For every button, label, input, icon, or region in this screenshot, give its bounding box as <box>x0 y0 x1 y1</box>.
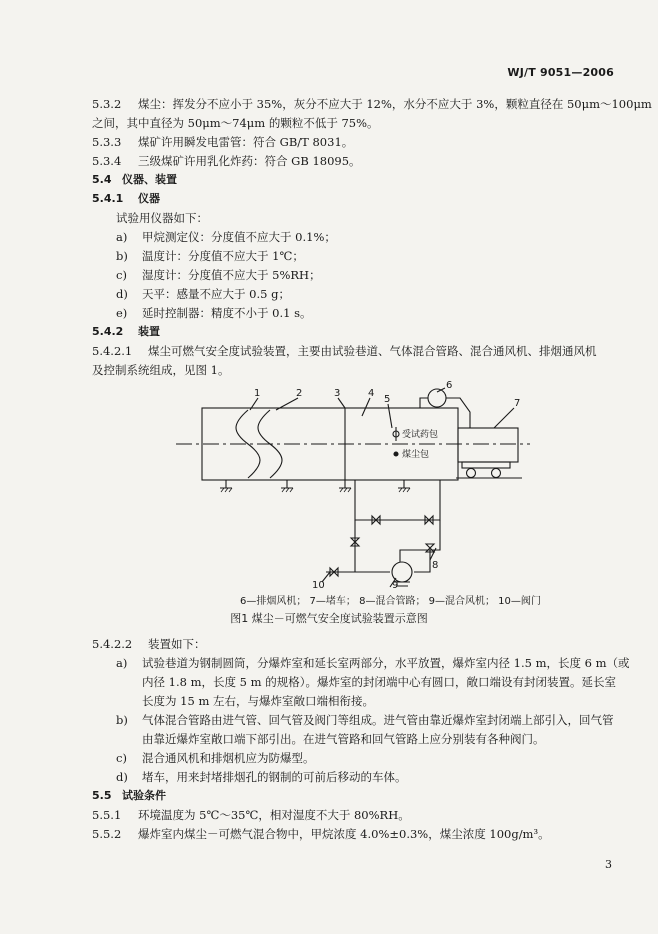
list-marker: b) <box>116 249 128 263</box>
list-item-b <box>116 248 304 264</box>
list-item-d <box>116 286 290 302</box>
section-title: 试验条件 <box>122 789 166 802</box>
clause-text: 之间，其中直径为 50μm～74μm 的颗粒不低于 75%。 <box>92 116 379 130</box>
list-text: 混合通风机和排烟机应为防爆型。 <box>142 751 315 765</box>
list-marker: c) <box>116 268 127 282</box>
clause-number: 5.5.1 <box>92 808 122 822</box>
list-text: 堵车，用来封堵排烟孔的钢制的可前后移动的车体。 <box>142 770 407 784</box>
figure-label-9: 9 <box>392 580 399 591</box>
clause-5-3-2-cont <box>92 115 379 131</box>
figure-label-10: 10 <box>312 580 325 591</box>
page-number: 3 <box>605 858 612 871</box>
section-5-5-heading <box>92 788 166 804</box>
device-item-b <box>116 712 614 728</box>
figure-label-6: 6 <box>446 380 453 391</box>
clause-text: 装置如下： <box>148 637 206 651</box>
list-text: 试验巷道为钢制圆筒，分爆炸室和延长室两部分，水平放置，爆炸室内径 1.5 m，长度 6 m（或 <box>142 656 630 670</box>
list-marker: c) <box>116 751 127 765</box>
clause-5-3-4 <box>92 153 361 169</box>
list-marker: b) <box>116 713 128 727</box>
clause-text: 煤矿许用瞬发电雷管：符合 GB/T 8031。 <box>138 135 354 149</box>
document-code: WJ/T 9051—2006 <box>507 66 614 79</box>
figure-label-4: 4 <box>368 388 375 399</box>
section-5-4-heading <box>92 172 177 188</box>
clause-number: 5.3.2 <box>92 97 122 111</box>
clause-5-5-1 <box>92 807 410 823</box>
list-item-a <box>116 229 336 245</box>
device-item-d <box>116 769 407 785</box>
clause-text: 爆炸室内煤尘－可燃气混合物中，甲烷浓度 4.0%±0.3%，煤尘浓度 100g/m³。 <box>138 827 550 841</box>
clause-text: 及控制系统组成，见图 1。 <box>92 363 230 377</box>
list-item-e <box>116 305 312 321</box>
device-item-c <box>116 750 315 766</box>
list-text: 温度计：分度值不应大于 1℃； <box>142 249 304 263</box>
mixing-pipeline-upper <box>355 480 440 520</box>
list-marker: e) <box>116 306 128 320</box>
clause-text: 三级煤矿许用乳化炸药：符合 GB 18095。 <box>138 154 361 168</box>
list-text: 湿度计：分度值不应大于 5%RH； <box>142 268 321 282</box>
device-item-a-cont2 <box>142 693 374 709</box>
clause-number: 5.5.2 <box>92 827 122 841</box>
list-marker: d) <box>116 770 128 784</box>
figure-caption: 图1 煤尘－可燃气安全度试验装置示意图 <box>230 612 428 625</box>
charge-annotation: 受试药包 <box>402 430 439 440</box>
list-text: 甲烷测定仪：分度值不应大于 0.1%； <box>142 230 336 244</box>
clause-number: 5.4.2.1 <box>92 344 133 358</box>
figure-label-3: 3 <box>334 388 341 399</box>
clause-5-3-2 <box>92 96 652 112</box>
dust-marker <box>394 452 398 456</box>
figure-legend: 6—排烟风机； 7—堵车； 8—混合管路； 9—混合风机； 10—阀门 <box>240 596 541 607</box>
clause-5-5-2 <box>92 826 550 842</box>
list-text: 长度为 15 m 左右，与爆炸室敞口端相衔接。 <box>142 694 375 708</box>
figure-1-diagram <box>0 372 658 592</box>
figure-label-1: 1 <box>254 388 261 399</box>
device-item-b-cont <box>142 731 545 747</box>
list-item-c <box>116 267 321 283</box>
device-item-a <box>116 655 630 671</box>
section-title: 仪器、装置 <box>122 173 177 186</box>
instrument-intro <box>116 210 208 226</box>
paragraph-text: 试验用仪器如下： <box>116 211 208 225</box>
list-text: 气体混合管路由进气管、回气管及阀门等组成。进气管由靠近爆炸室封闭端上部引入，回气管 <box>142 713 614 727</box>
clause-number: 5.3.3 <box>92 135 122 149</box>
clause-text: 煤尘可燃气安全度试验装置，主要由试验巷道、气体混合管路、混合通风机、排烟通风机 <box>148 344 597 358</box>
clause-number: 5.3.4 <box>92 154 122 168</box>
section-title: 装置 <box>138 325 160 338</box>
list-text: 延时控制器：精度不小于 0.1 s。 <box>142 306 312 320</box>
list-text: 天平：感量不应大于 0.5 g； <box>142 287 290 301</box>
list-marker: a) <box>116 230 128 244</box>
figure-label-2: 2 <box>296 388 303 399</box>
dust-annotation: 煤尘包 <box>402 450 430 460</box>
device-item-a-cont1 <box>142 674 616 690</box>
clause-number: 5.4.2.2 <box>92 637 133 651</box>
figure-label-7: 7 <box>514 398 521 409</box>
clause-5-4-2-2 <box>92 636 206 652</box>
list-text: 内径 1.8 m，长度 5 m 的规格）。爆炸室的封闭端中心有圆口，敞口端设有封闭装置。延长室 <box>142 675 616 689</box>
section-number: 5.4.1 <box>92 192 124 205</box>
section-5-4-1-heading <box>92 191 160 207</box>
stopper-car <box>458 428 518 462</box>
list-marker: a) <box>116 656 128 670</box>
figure-label-5: 5 <box>384 394 391 405</box>
figure-label-8: 8 <box>432 560 439 571</box>
section-number: 5.4 <box>92 173 112 186</box>
section-number: 5.5 <box>92 789 112 802</box>
clause-5-4-2-1 <box>92 343 597 359</box>
clause-5-3-3 <box>92 134 353 150</box>
section-5-4-2-heading <box>92 324 160 340</box>
clause-text: 煤尘：挥发分不应小于 35%，灰分不应大于 12%，水分不应大于 3%，颗粒直径在 50μm～100μm <box>138 97 652 111</box>
clause-text: 环境温度为 5℃～35℃，相对湿度不大于 80%RH。 <box>138 808 410 822</box>
list-text: 由靠近爆炸室敞口端下部引出。在进气管路和回气管路上应分别装有各种阀门。 <box>142 732 545 746</box>
section-number: 5.4.2 <box>92 325 124 338</box>
section-title: 仪器 <box>138 192 160 205</box>
list-marker: d) <box>116 287 128 301</box>
